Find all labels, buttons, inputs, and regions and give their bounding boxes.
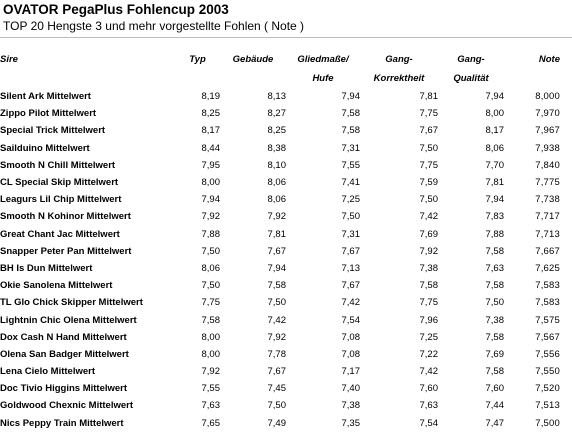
cell-gebaeude: 7,50 bbox=[267, 297, 286, 309]
cell-korrektheit: 7,75 bbox=[419, 297, 438, 309]
table-row bbox=[0, 157, 560, 174]
cell-note: 7,717 bbox=[535, 211, 560, 223]
cell-korrektheit: 7,59 bbox=[419, 177, 438, 189]
column-header-qualitaet-line2: Qualität bbox=[453, 73, 489, 84]
cell-korrektheit: 7,92 bbox=[419, 245, 438, 257]
cell-korrektheit: 7,67 bbox=[419, 125, 438, 137]
cell-gliedmasse: 7,35 bbox=[341, 417, 360, 429]
cell-gebaeude: 8,06 bbox=[267, 177, 286, 189]
column-header-qualitaet bbox=[438, 50, 504, 88]
cell-gebaeude: 8,13 bbox=[267, 91, 286, 103]
cell-sire: Great Chant Jac Mittelwert bbox=[0, 228, 120, 240]
cell-korrektheit: 7,69 bbox=[419, 228, 438, 240]
cell-typ: 8,06 bbox=[201, 262, 220, 274]
results-table bbox=[0, 50, 560, 432]
cell-gliedmasse: 7,25 bbox=[341, 194, 360, 206]
cell-typ: 8,00 bbox=[201, 331, 220, 343]
cell-note: 7,625 bbox=[535, 262, 560, 274]
cell-sire: Leagurs Lil Chip Mittelwert bbox=[0, 194, 122, 206]
cell-gliedmasse: 7,42 bbox=[341, 297, 360, 309]
column-header-sire: Sire bbox=[0, 54, 18, 65]
cell-typ: 7,92 bbox=[201, 366, 220, 378]
cell-korrektheit: 7,75 bbox=[419, 159, 438, 171]
cell-korrektheit: 7,22 bbox=[419, 348, 438, 360]
cell-qualitaet: 7,60 bbox=[485, 383, 504, 395]
cell-qualitaet: 7,38 bbox=[485, 314, 504, 326]
cell-sire: Lena Cielo Mittelwert bbox=[0, 366, 96, 378]
cell-qualitaet: 7,58 bbox=[485, 245, 504, 257]
table-row bbox=[0, 380, 560, 397]
cell-sire: Okie Sanolena Mittelwert bbox=[0, 280, 113, 292]
cell-gliedmasse: 7,50 bbox=[341, 211, 360, 223]
cell-typ: 8,25 bbox=[201, 108, 220, 120]
cell-sire: Dox Cash N Hand Mittelwert bbox=[0, 331, 127, 343]
table-row bbox=[0, 88, 560, 105]
cell-typ: 8,17 bbox=[201, 125, 220, 137]
table-row bbox=[0, 140, 560, 157]
cell-qualitaet: 7,88 bbox=[485, 228, 504, 240]
cell-sire: Sailduino Mittelwert bbox=[0, 142, 90, 154]
cell-korrektheit: 7,38 bbox=[419, 262, 438, 274]
cell-gebaeude: 7,67 bbox=[267, 366, 286, 378]
cell-sire: TL Glo Chick Skipper Mittelwert bbox=[0, 297, 143, 309]
cell-gliedmasse: 7,54 bbox=[341, 314, 360, 326]
cell-note: 7,583 bbox=[535, 297, 560, 309]
cell-gliedmasse: 7,67 bbox=[341, 245, 360, 257]
cell-typ: 7,94 bbox=[201, 194, 220, 206]
cell-note: 7,520 bbox=[535, 383, 560, 395]
cell-gliedmasse: 7,13 bbox=[341, 262, 360, 274]
column-header-qualitaet-line1: Gang- bbox=[457, 54, 485, 65]
table-row bbox=[0, 226, 560, 243]
table-row bbox=[0, 122, 560, 139]
cell-sire: CL Special Skip Mittelwert bbox=[0, 177, 119, 189]
cell-typ: 7,50 bbox=[201, 245, 220, 257]
cell-note: 7,513 bbox=[535, 400, 560, 412]
cell-note: 7,583 bbox=[535, 280, 560, 292]
cell-qualitaet: 8,06 bbox=[485, 142, 504, 154]
cell-note: 7,556 bbox=[535, 348, 560, 360]
cell-gebaeude: 8,25 bbox=[267, 125, 286, 137]
column-header-note: Note bbox=[538, 54, 560, 65]
table-row bbox=[0, 329, 560, 346]
cell-qualitaet: 7,47 bbox=[485, 417, 504, 429]
cell-gliedmasse: 7,40 bbox=[341, 383, 360, 395]
cell-qualitaet: 7,50 bbox=[485, 297, 504, 309]
table-row bbox=[0, 397, 560, 414]
cell-gliedmasse: 7,38 bbox=[341, 400, 360, 412]
column-header-korrektheit-line1: Gang- bbox=[385, 54, 413, 65]
table-row bbox=[0, 174, 560, 191]
table-row bbox=[0, 260, 560, 277]
cell-typ: 7,63 bbox=[201, 400, 220, 412]
table-row bbox=[0, 294, 560, 311]
cell-gebaeude: 7,94 bbox=[267, 262, 286, 274]
cell-sire: Snapper Peter Pan Mittelwert bbox=[0, 245, 132, 257]
cell-korrektheit: 7,60 bbox=[419, 383, 438, 395]
cell-qualitaet: 7,58 bbox=[485, 366, 504, 378]
cell-sire: Goldwood Chexnic Mittelwert bbox=[0, 400, 134, 412]
cell-note: 7,738 bbox=[535, 194, 560, 206]
cell-korrektheit: 7,54 bbox=[419, 417, 438, 429]
cell-gebaeude: 8,38 bbox=[267, 142, 286, 154]
cell-qualitaet: 7,70 bbox=[485, 159, 504, 171]
cell-typ: 8,00 bbox=[201, 348, 220, 360]
table-row bbox=[0, 277, 560, 294]
cell-typ: 7,88 bbox=[201, 228, 220, 240]
cell-gebaeude: 8,10 bbox=[267, 159, 286, 171]
table-row bbox=[0, 191, 560, 208]
cell-note: 7,713 bbox=[535, 228, 560, 240]
cell-gebaeude: 7,50 bbox=[267, 400, 286, 412]
cell-gliedmasse: 7,58 bbox=[341, 108, 360, 120]
cell-note: 7,667 bbox=[535, 245, 560, 257]
cell-korrektheit: 7,25 bbox=[419, 331, 438, 343]
cell-typ: 7,58 bbox=[201, 314, 220, 326]
cell-gebaeude: 7,42 bbox=[267, 314, 286, 326]
cell-gebaeude: 7,92 bbox=[267, 211, 286, 223]
cell-korrektheit: 7,42 bbox=[419, 211, 438, 223]
cell-sire: Smooth N Chill Mittelwert bbox=[0, 159, 116, 171]
cell-typ: 8,44 bbox=[201, 142, 220, 154]
page-title: OVATOR PegaPlus Fohlencup 2003 bbox=[3, 2, 229, 17]
cell-sire: Olena San Badger Mittelwert bbox=[0, 348, 129, 360]
cell-qualitaet: 8,00 bbox=[485, 108, 504, 120]
table-row bbox=[0, 311, 560, 328]
cell-qualitaet: 7,69 bbox=[485, 348, 504, 360]
cell-gliedmasse: 7,31 bbox=[341, 228, 360, 240]
table-row bbox=[0, 208, 560, 225]
cell-gebaeude: 7,67 bbox=[267, 245, 286, 257]
cell-sire: BH Is Dun Mittelwert bbox=[0, 262, 93, 274]
cell-sire: Special Trick Mittelwert bbox=[0, 125, 106, 137]
cell-qualitaet: 7,58 bbox=[485, 331, 504, 343]
column-header-gliedmasse bbox=[286, 50, 360, 88]
cell-sire: Zippo Pilot Mittelwert bbox=[0, 108, 97, 120]
cell-korrektheit: 7,63 bbox=[419, 400, 438, 412]
cell-korrektheit: 7,96 bbox=[419, 314, 438, 326]
cell-gebaeude: 8,27 bbox=[267, 108, 286, 120]
cell-note: 7,970 bbox=[535, 108, 560, 120]
header-divider bbox=[0, 37, 572, 38]
cell-note: 8,000 bbox=[535, 91, 560, 103]
cell-typ: 8,19 bbox=[201, 91, 220, 103]
column-header-korrektheit-line2: Korrektheit bbox=[373, 73, 425, 84]
cell-note: 7,500 bbox=[535, 417, 560, 429]
cell-typ: 8,00 bbox=[201, 177, 220, 189]
cell-gebaeude: 7,81 bbox=[267, 228, 286, 240]
cell-gebaeude: 7,78 bbox=[267, 348, 286, 360]
cell-typ: 7,75 bbox=[201, 297, 220, 309]
cell-gliedmasse: 7,41 bbox=[341, 177, 360, 189]
table-row bbox=[0, 105, 560, 122]
cell-typ: 7,95 bbox=[201, 159, 220, 171]
cell-typ: 7,50 bbox=[201, 280, 220, 292]
cell-qualitaet: 8,17 bbox=[485, 125, 504, 137]
column-header-typ: Typ bbox=[189, 54, 206, 65]
cell-gebaeude: 7,49 bbox=[267, 417, 286, 429]
cell-qualitaet: 7,94 bbox=[485, 91, 504, 103]
page-subtitle: TOP 20 Hengste 3 und mehr vorgestellte Fohlen ( Note ) bbox=[3, 19, 305, 33]
column-header-gebaeude: Gebäude bbox=[232, 54, 274, 65]
cell-gliedmasse: 7,08 bbox=[341, 348, 360, 360]
cell-qualitaet: 7,94 bbox=[485, 194, 504, 206]
column-header-gliedmasse-line2: Hufe bbox=[312, 73, 334, 84]
cell-typ: 7,65 bbox=[201, 417, 220, 429]
cell-gebaeude: 8,06 bbox=[267, 194, 286, 206]
cell-note: 7,575 bbox=[535, 314, 560, 326]
table-row bbox=[0, 415, 560, 432]
cell-note: 7,550 bbox=[535, 366, 560, 378]
cell-korrektheit: 7,58 bbox=[419, 280, 438, 292]
cell-sire: Lightnin Chic Olena Mittelwert bbox=[0, 314, 137, 326]
table-row bbox=[0, 346, 560, 363]
cell-gliedmasse: 7,08 bbox=[341, 331, 360, 343]
cell-sire: Doc Tivio Higgins Mittelwert bbox=[0, 383, 128, 395]
cell-qualitaet: 7,63 bbox=[485, 262, 504, 274]
cell-gliedmasse: 7,94 bbox=[341, 91, 360, 103]
table-header-row bbox=[0, 50, 560, 88]
column-header-gliedmasse-line1: Gliedmaße/ bbox=[297, 54, 349, 65]
cell-gliedmasse: 7,17 bbox=[341, 366, 360, 378]
cell-qualitaet: 7,83 bbox=[485, 211, 504, 223]
cell-qualitaet: 7,44 bbox=[485, 400, 504, 412]
cell-note: 7,775 bbox=[535, 177, 560, 189]
cell-qualitaet: 7,81 bbox=[485, 177, 504, 189]
cell-korrektheit: 7,81 bbox=[419, 91, 438, 103]
cell-gliedmasse: 7,58 bbox=[341, 125, 360, 137]
cell-note: 7,938 bbox=[535, 142, 560, 154]
cell-gliedmasse: 7,55 bbox=[341, 159, 360, 171]
cell-gebaeude: 7,92 bbox=[267, 331, 286, 343]
cell-gliedmasse: 7,31 bbox=[341, 142, 360, 154]
table-row bbox=[0, 243, 560, 260]
cell-note: 7,840 bbox=[535, 159, 560, 171]
cell-gebaeude: 7,45 bbox=[267, 383, 286, 395]
cell-korrektheit: 7,42 bbox=[419, 366, 438, 378]
cell-typ: 7,92 bbox=[201, 211, 220, 223]
cell-korrektheit: 7,50 bbox=[419, 194, 438, 206]
cell-sire: Smooth N Kohinor Mittelwert bbox=[0, 211, 131, 223]
table-row bbox=[0, 363, 560, 380]
cell-sire: Silent Ark Mittelwert bbox=[0, 91, 91, 103]
cell-sire: Nics Peppy Train Mittelwert bbox=[0, 417, 124, 429]
cell-note: 7,967 bbox=[535, 125, 560, 137]
cell-korrektheit: 7,50 bbox=[419, 142, 438, 154]
cell-korrektheit: 7,75 bbox=[419, 108, 438, 120]
cell-typ: 7,55 bbox=[201, 383, 220, 395]
cell-qualitaet: 7,58 bbox=[485, 280, 504, 292]
cell-note: 7,567 bbox=[535, 331, 560, 343]
cell-gebaeude: 7,58 bbox=[267, 280, 286, 292]
column-header-korrektheit bbox=[360, 50, 438, 88]
table-body bbox=[0, 88, 560, 432]
cell-gliedmasse: 7,67 bbox=[341, 280, 360, 292]
